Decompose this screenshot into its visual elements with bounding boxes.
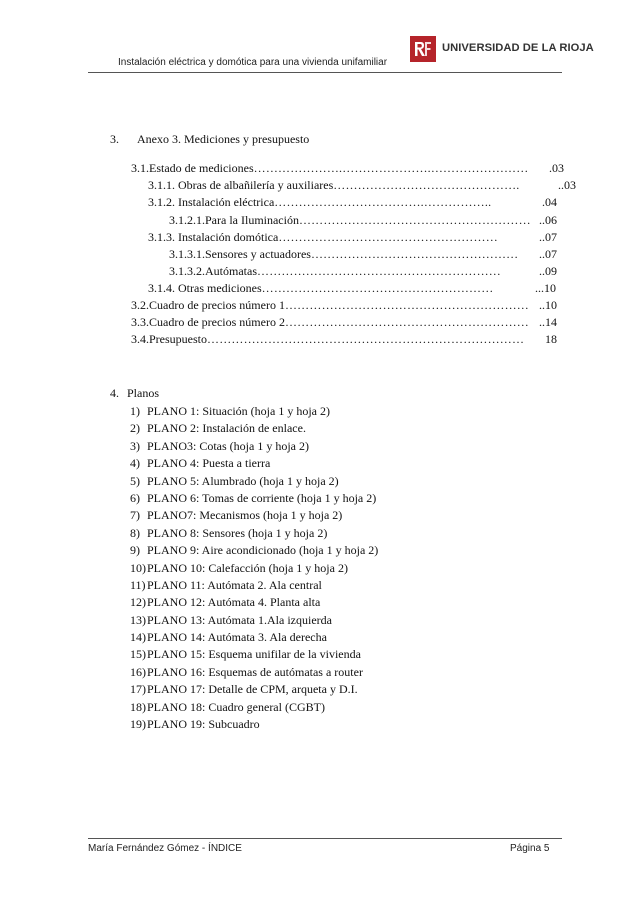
footer-author-section: María Fernández Gómez - ÍNDICE: [88, 843, 242, 854]
toc-entry-label: Otras mediciones: [178, 281, 262, 295]
plano-item-number: 11): [130, 577, 146, 592]
plano-item[interactable]: [130, 456, 378, 473]
footer-rule: [88, 838, 562, 839]
plano-item-number: 9): [130, 543, 140, 558]
plano-item-number: 5): [130, 473, 140, 488]
toc-entry-page: ..10: [539, 298, 557, 312]
section-4-number: 4.: [110, 386, 119, 400]
plano-item-text: PLANO3: Cotas (hoja 1 y hoja 2): [147, 438, 309, 453]
toc-entry-label: Instalación domótica: [178, 230, 279, 244]
toc-entry-page: 18: [545, 332, 557, 346]
plano-item-number: 10): [130, 560, 146, 575]
plano-item-text: PLANO 13: Autómata 1.Ala izquierda: [147, 612, 332, 627]
plano-item-number: 6): [130, 490, 140, 505]
plano-item[interactable]: [130, 526, 378, 543]
plano-item-number: 3): [130, 438, 140, 453]
plano-item-number: 17): [130, 682, 146, 697]
plano-item-text: PLANO 4: Puesta a tierra: [147, 456, 271, 471]
toc-entry-number: 3.1.3.: [148, 230, 175, 244]
plano-item-text: PLANO 8: Sensores (hoja 1 y hoja 2): [147, 525, 328, 540]
plano-item-text: PLANO 2: Instalación de enlace.: [147, 421, 306, 436]
plano-item-text: PLANO7: Mecanismos (hoja 1 y hoja 2): [147, 508, 343, 523]
toc-leader-dots: ……………………………………………………: [284, 298, 529, 312]
plano-item[interactable]: [130, 578, 378, 595]
toc-entry-label: 3.1.3.1.Sensores y actuadores: [169, 247, 311, 261]
plano-item[interactable]: [130, 595, 378, 612]
toc-entry-number: 3.1.1.: [148, 178, 175, 192]
toc-leader-dots: ……………………………………………………: [284, 315, 529, 329]
toc-entry-label: 3.1.2.1.Para la Iluminación: [169, 213, 299, 227]
toc-leader-dots: ……………………………………….: [333, 178, 520, 192]
plano-item-number: 16): [130, 664, 146, 679]
plano-item-text: PLANO 9: Aire acondicionado (hoja 1 y hoja 2): [147, 543, 379, 558]
plano-item-number: 2): [130, 421, 140, 436]
toc-entry[interactable]: [169, 213, 557, 229]
plano-item-text: PLANO 1: Situación (hoja 1 y hoja 2): [147, 404, 330, 418]
toc-entry-label: Instalación eléctrica: [178, 195, 275, 209]
footer-page-number: Página 5: [510, 843, 550, 854]
plano-item-number: 18): [130, 699, 146, 714]
plano-item-number: 1): [130, 404, 140, 418]
plano-item[interactable]: [130, 682, 378, 699]
toc-entry-number: 3.1.2.: [148, 195, 175, 209]
plano-item-text: PLANO 12: Autómata 4. Planta alta: [147, 595, 321, 610]
plano-item[interactable]: [130, 665, 378, 682]
toc-entry[interactable]: [131, 298, 557, 314]
toc-entry[interactable]: [148, 281, 556, 297]
toc-entry-number: 3.1.4.: [148, 281, 175, 295]
plano-item-text: PLANO 18: Cuadro general (CGBT): [147, 699, 325, 714]
plano-item[interactable]: [130, 717, 378, 734]
plano-item-number: 7): [130, 508, 140, 523]
toc-entry[interactable]: [148, 195, 557, 211]
plano-item[interactable]: [130, 561, 378, 578]
toc-leader-dots: ……………………………………………………: [257, 264, 501, 278]
toc-entry[interactable]: [148, 178, 576, 194]
plano-item-text: PLANO 15: Esquema unifilar de la vivienda: [147, 647, 361, 662]
toc-leader-dots: ………………….………………….……………………: [253, 161, 529, 175]
toc-entry-label: Obras de albañilería y auxiliares: [178, 178, 334, 192]
plano-item[interactable]: [130, 474, 378, 491]
plano-item[interactable]: [130, 543, 378, 560]
toc-entry-page: ..09: [539, 264, 557, 278]
plano-item-text: PLANO 14: Autómata 3. Ala derecha: [147, 630, 327, 645]
toc-entry-page: .04: [542, 195, 557, 209]
plano-item[interactable]: [130, 630, 378, 647]
plano-item[interactable]: [130, 404, 378, 421]
plano-item-number: 19): [130, 717, 146, 732]
toc-leader-dots: ……………………………………………………………………: [207, 332, 525, 346]
plano-item[interactable]: [130, 421, 378, 438]
section-4-title: Planos: [127, 386, 160, 400]
toc-leader-dots: ………………………………………………: [278, 230, 498, 244]
plano-item-number: 13): [130, 612, 146, 627]
toc-entry-label: 3.4.Presupuesto: [131, 332, 207, 346]
plano-item[interactable]: [130, 491, 378, 508]
plano-item-text: PLANO 11: Autómata 2. Ala central: [147, 577, 322, 592]
plano-item-text: PLANO 16: Esquemas de autómatas a router: [147, 664, 363, 679]
plano-item[interactable]: [130, 700, 378, 717]
header-rule: [88, 72, 562, 73]
toc-entry[interactable]: [148, 230, 557, 246]
plano-item-number: 8): [130, 525, 140, 540]
toc-entry-page: ..07: [539, 247, 557, 261]
toc-leader-dots: …………………………………………………: [298, 213, 531, 227]
plano-item[interactable]: [130, 439, 378, 456]
toc-entry-page: .03: [549, 161, 564, 175]
plano-item-text: PLANO 17: Detalle de CPM, arqueta y D.I.: [147, 682, 358, 697]
toc-entry-page: ..14: [539, 315, 557, 329]
plano-item[interactable]: [130, 613, 378, 630]
header-document-title: Instalación eléctrica y domótica para una vivienda unifamiliar: [118, 57, 388, 68]
toc-entry[interactable]: [131, 332, 557, 348]
toc-leader-dots: ……………………………….……………..: [274, 195, 492, 209]
plano-item-text: PLANO 19: Subcuadro: [147, 717, 260, 732]
university-logo: [410, 36, 594, 62]
section-3-title: Anexo 3. Mediciones y presupuesto: [137, 132, 310, 146]
toc-entry-label: 3.1.Estado de mediciones: [131, 161, 254, 175]
toc-entry[interactable]: [131, 315, 557, 331]
toc-leader-dots: …………………………………………………: [261, 281, 494, 295]
plano-item-text: PLANO 5: Alumbrado (hoja 1 y hoja 2): [147, 473, 339, 488]
toc-entry-page: ...10: [535, 281, 556, 295]
toc-entry-page: ..03: [558, 178, 576, 192]
toc-entry-label: 3.1.3.2.Autómatas: [169, 264, 257, 278]
planos-list: [130, 404, 378, 734]
plano-item-text: PLANO 10: Calefacción (hoja 1 y hoja 2): [147, 560, 348, 575]
plano-item-number: 14): [130, 630, 146, 645]
plano-item[interactable]: [130, 647, 378, 664]
university-logo-text: UNIVERSIDAD DE LA RIOJA: [442, 42, 594, 54]
toc-entry[interactable]: [169, 264, 557, 280]
plano-item-text: PLANO 6: Tomas de corriente (hoja 1 y hoja 2): [147, 490, 377, 505]
toc-entry-label: 3.2.Cuadro de precios número 1: [131, 298, 285, 312]
plano-item-number: 12): [130, 595, 146, 610]
plano-item-number: 15): [130, 647, 146, 662]
university-logo-mark-icon: [410, 36, 436, 62]
toc-entry-page: ..06: [539, 213, 557, 227]
plano-item-number: 4): [130, 456, 140, 471]
toc-entry-page: ..07: [539, 230, 557, 244]
toc-entry-label: 3.3.Cuadro de precios número 2: [131, 315, 285, 329]
plano-item[interactable]: [130, 508, 378, 525]
toc-leader-dots: ……………………………………………: [310, 247, 519, 261]
toc-entry[interactable]: [169, 247, 557, 263]
toc-entry[interactable]: [131, 161, 564, 177]
section-3-number: 3.: [110, 132, 119, 146]
